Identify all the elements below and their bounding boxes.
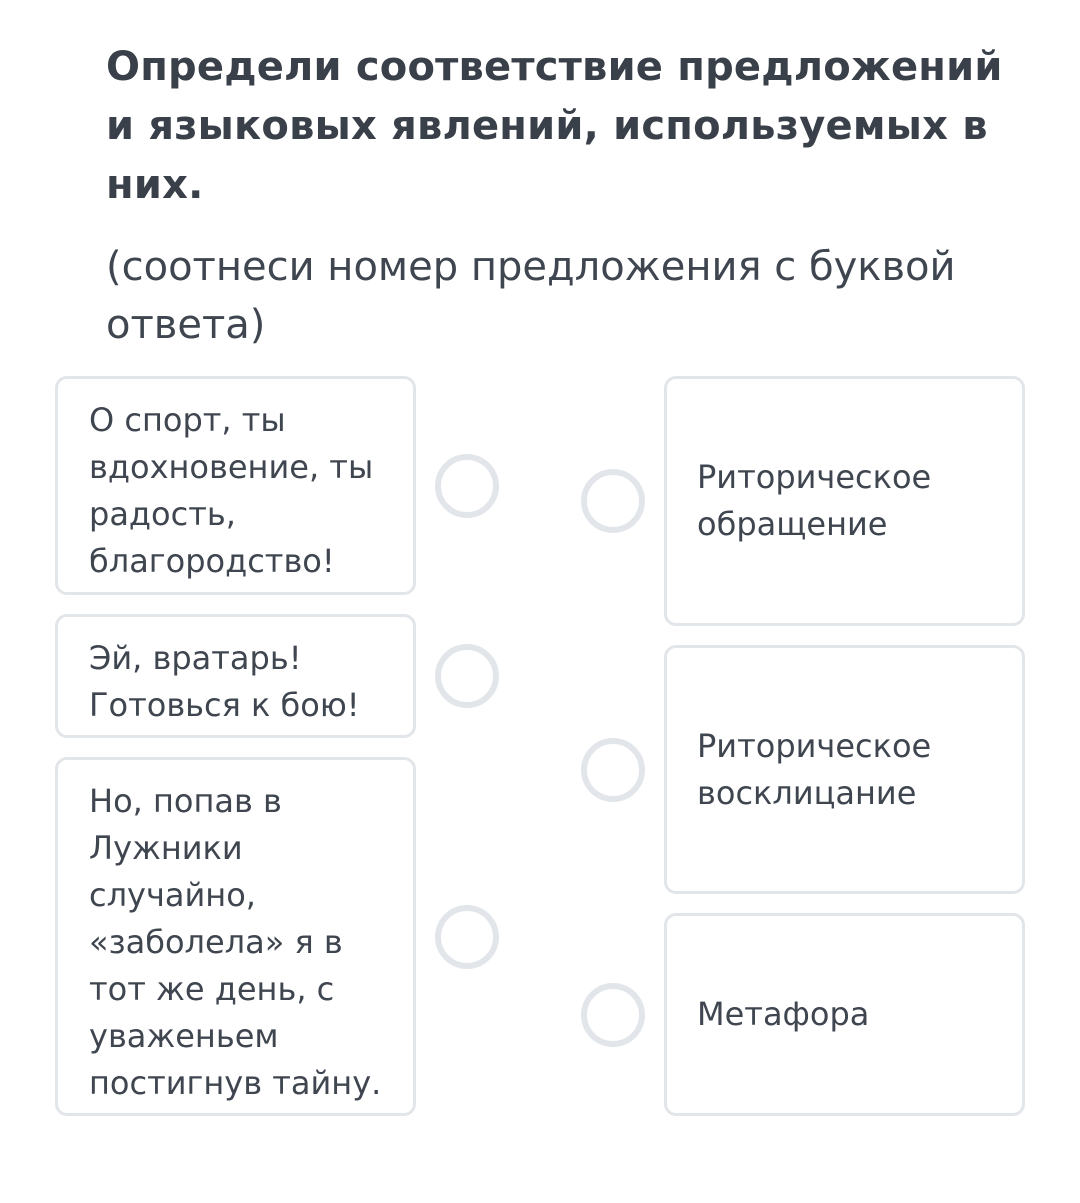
sentence-card-1[interactable]: [55, 376, 416, 595]
answer-text-2: Риторическое восклицание: [697, 726, 932, 812]
sentence-text-1: О спорт, ты вдохновение, ты радость, благородство!: [89, 401, 374, 580]
answer-text-3: Метафора: [697, 995, 870, 1033]
sentence-radio-2[interactable]: [435, 644, 499, 708]
sentence-card-2[interactable]: [55, 614, 416, 738]
question-title: Определи соответствие предложений и языковых явлений, используемых в них.: [106, 44, 1003, 208]
sentence-text-2: Эй, вратарь! Готовься к бою!: [89, 639, 360, 724]
question-instruction: (соотнеси номер предложения с буквой ответа): [106, 244, 956, 348]
answer-card-2[interactable]: [664, 645, 1025, 894]
answer-card-1[interactable]: [664, 376, 1025, 626]
answer-card-3[interactable]: [664, 913, 1025, 1116]
answer-text-1: Риторическое обращение: [697, 458, 932, 543]
sentence-text-3: Но, попав в Лужники случайно, «заболела» я в тот же день, с уваженьем постигнув тайну.: [89, 782, 382, 1102]
answer-radio-2[interactable]: [581, 738, 645, 802]
answer-radio-3[interactable]: [581, 983, 645, 1047]
sentence-card-3[interactable]: [55, 757, 416, 1116]
sentence-radio-1[interactable]: [435, 454, 499, 518]
sentence-radio-3[interactable]: [435, 905, 499, 969]
answer-radio-1[interactable]: [581, 469, 645, 533]
